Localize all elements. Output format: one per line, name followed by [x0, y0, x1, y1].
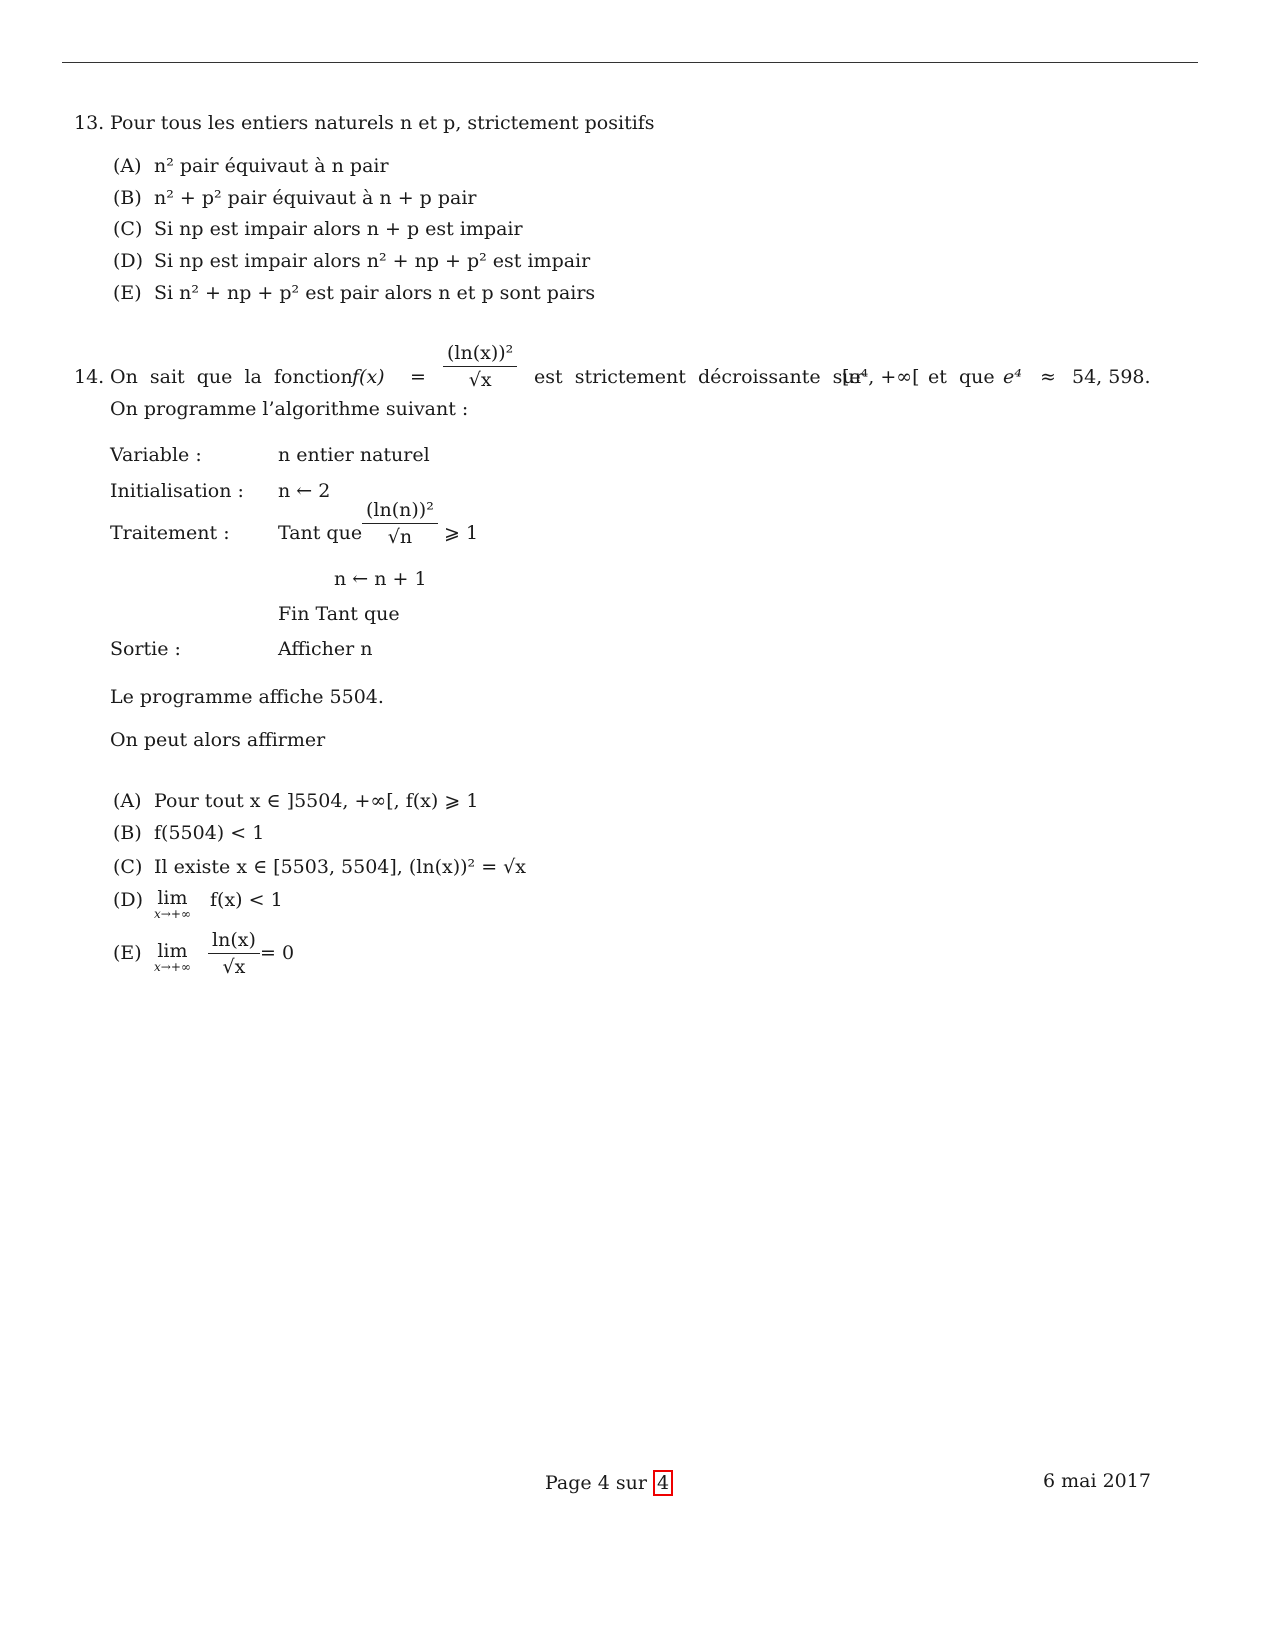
q13-option-d-text: Si np est impair alors n² + np + p² est impair: [154, 250, 591, 272]
q14-option-b-label: (B): [113, 822, 142, 844]
q14-frac-den: √x: [468, 369, 492, 391]
header-rule: [62, 62, 1198, 63]
q14-option-e-frac-num: ln(x): [208, 929, 260, 954]
q14-approx: ≈: [1040, 366, 1056, 388]
q14-equals: =: [410, 366, 426, 388]
q14-option-e-lim: [154, 942, 191, 973]
q14-option-d-lim-word: lim: [157, 887, 188, 909]
footer-page: [545, 1470, 673, 1496]
q13-stem: Pour tous les entiers naturels n et p, strictement positifs: [110, 112, 655, 134]
q14-stem-and: et que: [928, 366, 995, 388]
q14-stem-mid: est strictement décroissante sur: [534, 366, 864, 388]
q13-option-b-label: (B): [113, 187, 142, 209]
q14-frac-num: (ln(x))²: [443, 342, 517, 367]
q14-number: 14.: [74, 366, 105, 388]
q13-option-d-label: (D): [113, 250, 144, 272]
q13-number: 13.: [74, 112, 105, 134]
algo-variable-label: Variable :: [110, 444, 202, 466]
q14-option-d-lim-under: x→+∞: [154, 907, 191, 921]
algo-treat-suffix: ⩾ 1: [444, 522, 479, 544]
footer-page-total-link[interactable]: 4: [653, 1470, 673, 1496]
q13-option-a-label: (A): [113, 155, 142, 177]
q14-option-e-text: = 0: [260, 942, 295, 964]
q14-fraction: [443, 342, 517, 391]
q14-fx: f(x): [352, 366, 385, 388]
q14-option-e-lim-word: lim: [157, 940, 188, 962]
q13-option-c-label: (C): [113, 218, 143, 240]
q14-result: Le programme affiche 5504.: [110, 686, 384, 708]
q14-stem-start: On sait que la fonction: [110, 366, 353, 388]
q14-option-c-label: (C): [113, 856, 143, 878]
algo-output-value: Afficher n: [278, 638, 373, 660]
algo-end-loop: Fin Tant que: [278, 603, 400, 625]
algo-init-label: Initialisation :: [110, 480, 244, 502]
algo-treat-frac-num: (ln(n))²: [362, 499, 438, 524]
algo-init-value: n ← 2: [278, 480, 331, 502]
algo-treat-fraction: [362, 499, 438, 548]
algo-treat-prefix: Tant que: [278, 522, 363, 544]
q14-option-c-text: Il existe x ∈ [5503, 5504], (ln(x))² = √x: [154, 856, 526, 878]
q13-option-e-label: (E): [113, 282, 142, 304]
footer-date: 6 mai 2017: [1043, 1470, 1151, 1492]
algo-loop-body: n ← n + 1: [334, 568, 427, 590]
q13-option-a-text: n² pair équivaut à n pair: [154, 155, 389, 177]
algo-treat-label: Traitement :: [110, 522, 230, 544]
q14-option-e-frac-den: √x: [222, 956, 246, 978]
q14-option-d-text: f(x) < 1: [210, 889, 283, 911]
footer-page-prefix: Page 4 sur: [545, 1472, 647, 1494]
q13-option-e-text: Si n² + np + p² est pair alors n et p sont pairs: [154, 282, 596, 304]
q14-e4: e⁴: [1003, 366, 1022, 388]
q14-stem-line2: On programme l’algorithme suivant :: [110, 398, 469, 420]
q14-option-a-label: (A): [113, 790, 142, 812]
q14-option-e-label: (E): [113, 942, 142, 964]
q14-option-e-fraction: [208, 929, 260, 978]
q14-option-e-lim-under: x→+∞: [154, 960, 191, 974]
q14-conclusion: On peut alors affirmer: [110, 729, 326, 751]
q14-option-a-text: Pour tout x ∈ ]5504, +∞[, f(x) ⩾ 1: [154, 790, 479, 812]
q14-option-d-label: (D): [113, 889, 144, 911]
q14-interval: [e⁴, +∞[: [842, 366, 920, 388]
q14-option-b-text: f(5504) < 1: [154, 822, 265, 844]
q13-option-c-text: Si np est impair alors n + p est impair: [154, 218, 523, 240]
algo-treat-frac-den: √n: [387, 526, 413, 548]
algo-variable-value: n entier naturel: [278, 444, 430, 466]
q14-option-d-lim: [154, 889, 191, 920]
algo-output-label: Sortie :: [110, 638, 181, 660]
q13-option-b-text: n² + p² pair équivaut à n + p pair: [154, 187, 477, 209]
q14-e4-value: 54, 598.: [1072, 366, 1151, 388]
